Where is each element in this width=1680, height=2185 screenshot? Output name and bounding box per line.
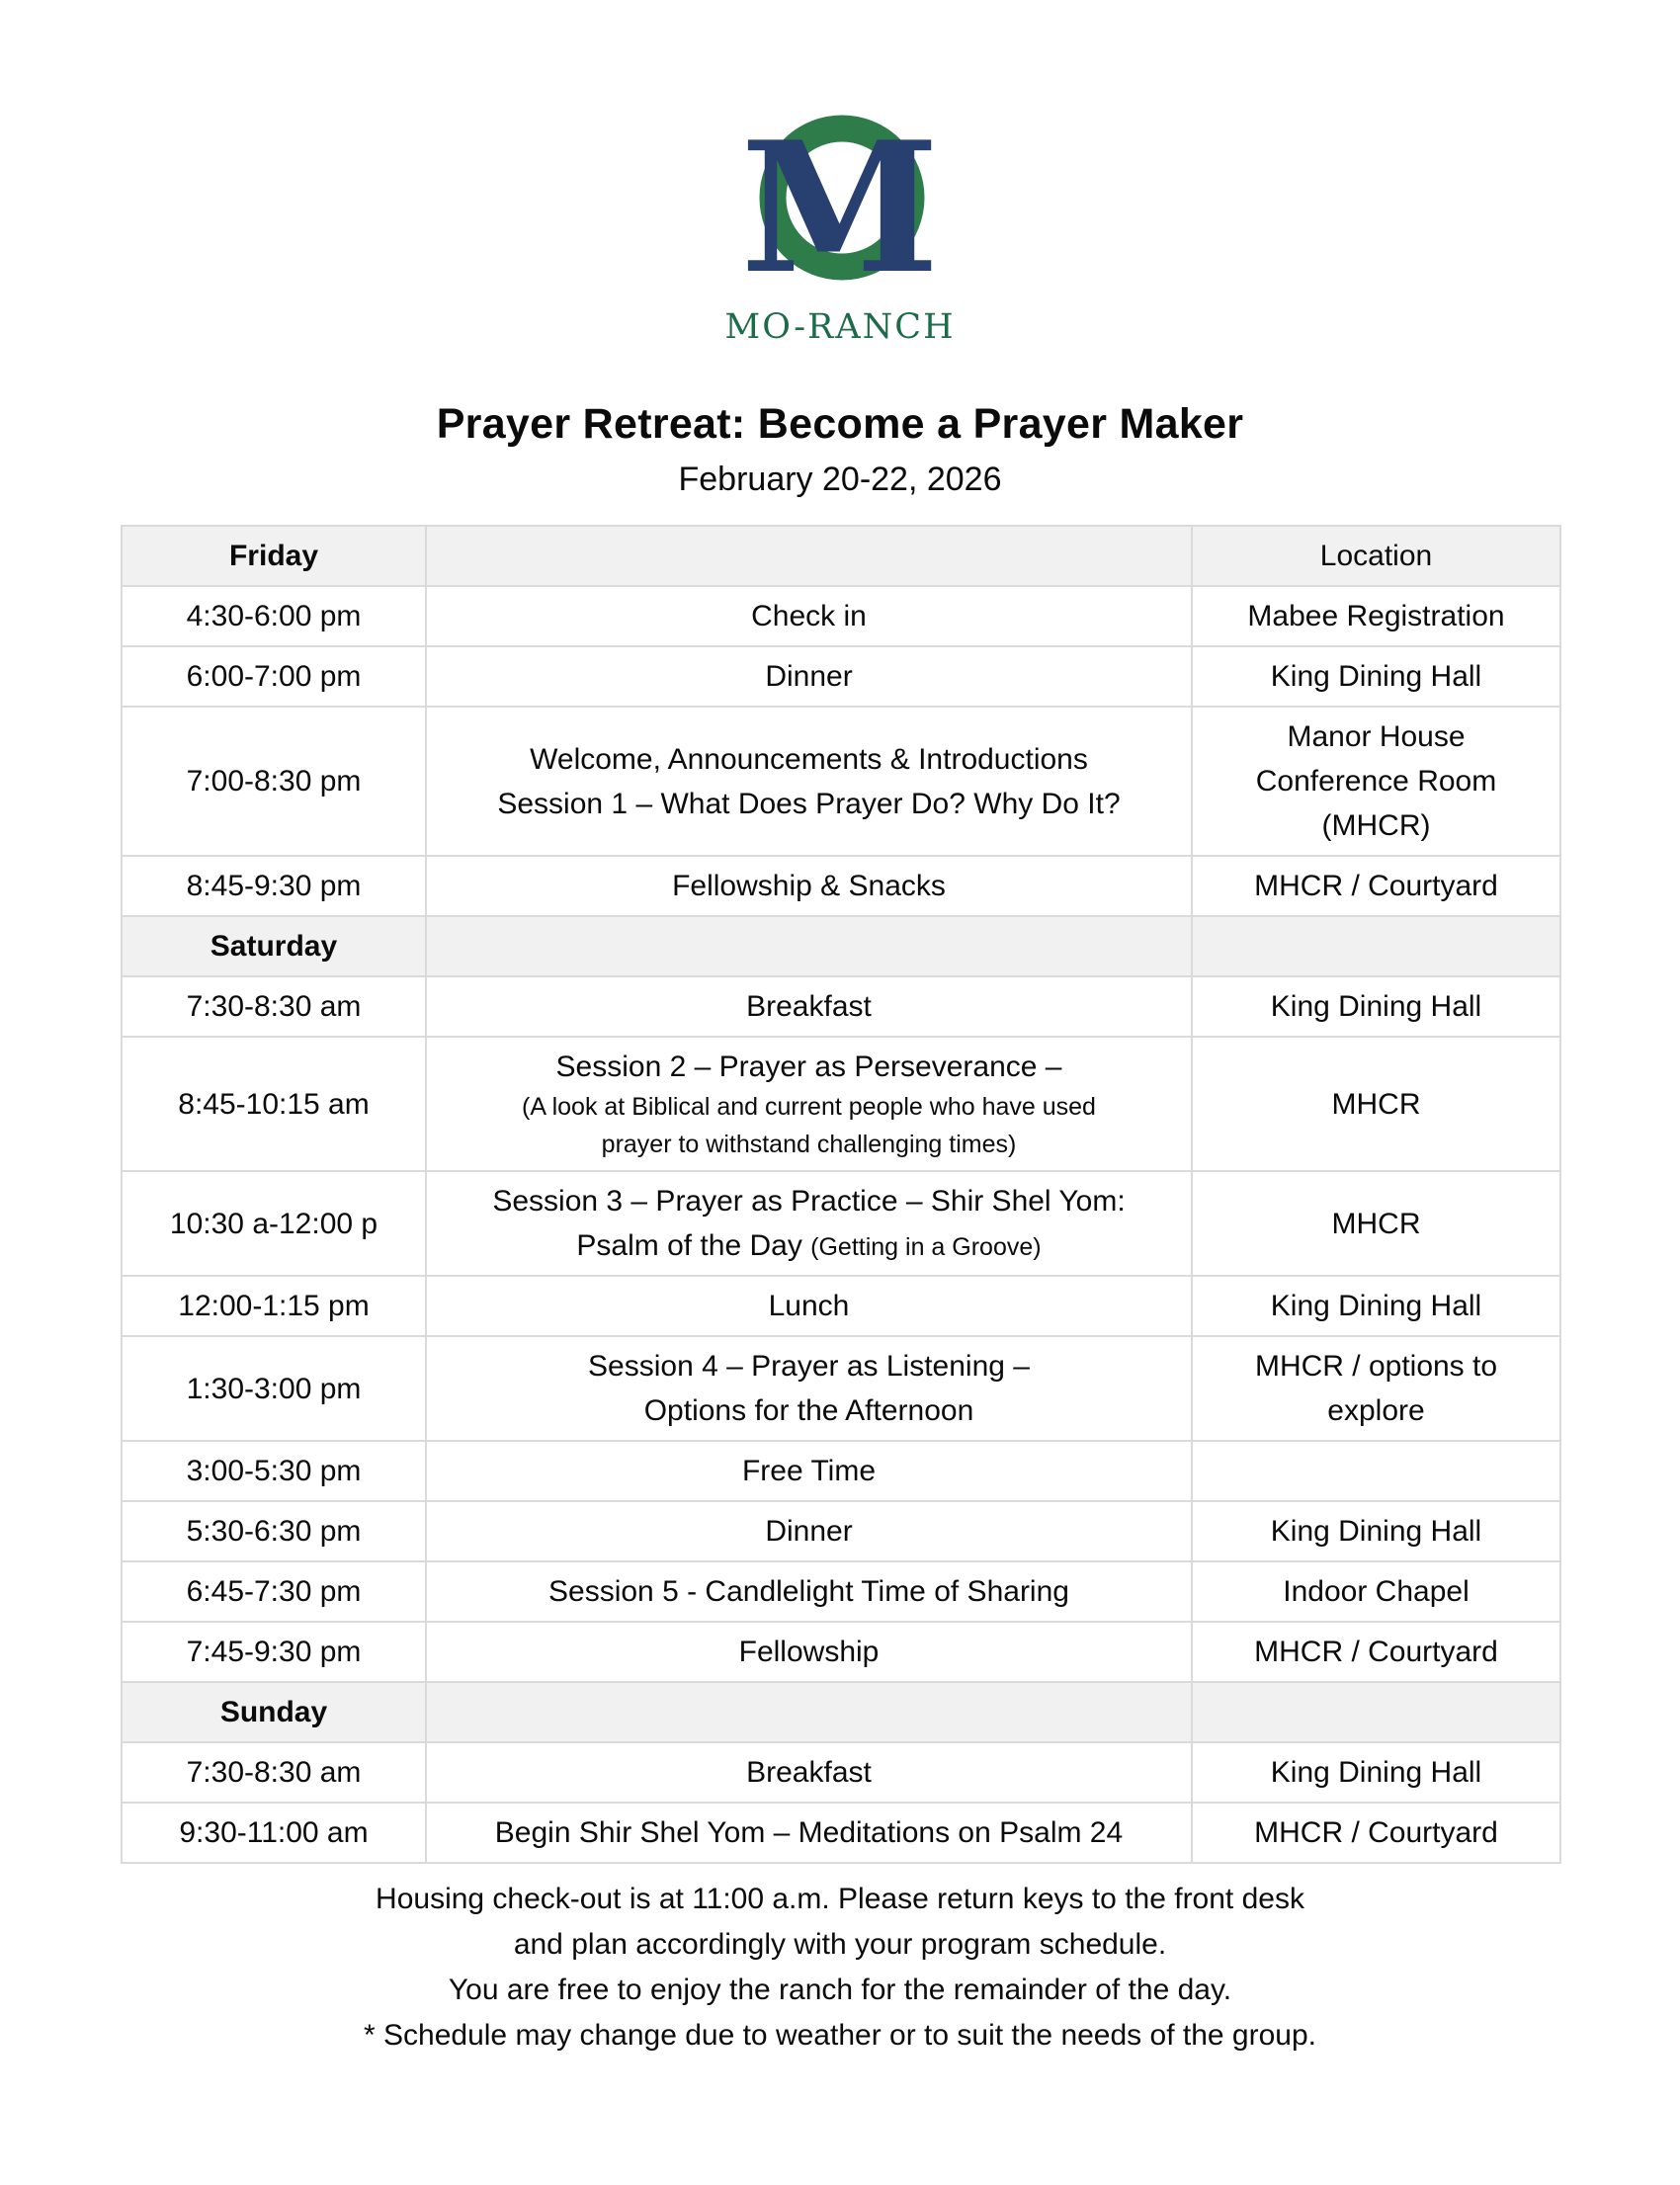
event-cell bbox=[426, 1171, 1192, 1276]
table-row bbox=[122, 646, 1560, 707]
event-cell: Dinner bbox=[426, 646, 1192, 707]
day-header-friday: Friday bbox=[122, 526, 426, 586]
event-subline: prayer to withstand challenging times) bbox=[601, 1130, 1017, 1158]
time-cell: 8:45-10:15 am bbox=[122, 1037, 426, 1171]
event-subline: (A look at Biblical and current people who have used bbox=[522, 1093, 1096, 1121]
day-header-saturday: Saturday bbox=[122, 916, 426, 976]
mo-ranch-wordmark: MO-RANCH bbox=[724, 307, 956, 347]
table-row bbox=[122, 1336, 1560, 1441]
table-row bbox=[122, 1561, 1560, 1622]
table-row-day-friday bbox=[122, 526, 1560, 586]
event-line: Welcome, Announcements & Introductions bbox=[530, 742, 1088, 776]
location-column-header: Location bbox=[1192, 526, 1560, 586]
table-row-day-sunday bbox=[122, 1682, 1560, 1742]
time-cell: 6:00-7:00 pm bbox=[122, 646, 426, 707]
location-cell: MHCR / Courtyard bbox=[1192, 1622, 1560, 1682]
svg-text:M: M bbox=[740, 111, 940, 308]
event-cell: Breakfast bbox=[426, 1742, 1192, 1803]
location-cell: King Dining Hall bbox=[1192, 1276, 1560, 1336]
location-cell: MHCR bbox=[1192, 1171, 1560, 1276]
schedule-table bbox=[121, 525, 1561, 1864]
time-cell: 1:30-3:00 pm bbox=[122, 1336, 426, 1441]
location-cell: Mabee Registration bbox=[1192, 586, 1560, 646]
footer-line: * Schedule may change due to weather or to suit the needs of the group. bbox=[364, 2018, 1316, 2052]
table-row-day-saturday bbox=[122, 916, 1560, 976]
time-cell: 4:30-6:00 pm bbox=[122, 586, 426, 646]
page-title: Prayer Retreat: Become a Prayer Maker bbox=[436, 400, 1244, 448]
event-cell: Fellowship & Snacks bbox=[426, 856, 1192, 916]
location-cell bbox=[1192, 1441, 1560, 1501]
time-cell: 6:45-7:30 pm bbox=[122, 1561, 426, 1622]
day-header-sunday: Sunday bbox=[122, 1682, 426, 1742]
footer-line: Housing check-out is at 11:00 a.m. Please return keys to the front desk bbox=[376, 1883, 1304, 1915]
location-cell: Indoor Chapel bbox=[1192, 1561, 1560, 1622]
page-subtitle: February 20-22, 2026 bbox=[678, 461, 1002, 498]
time-cell: 3:00-5:30 pm bbox=[122, 1441, 426, 1501]
empty-cell bbox=[426, 1682, 1192, 1742]
time-cell: 7:45-9:30 pm bbox=[122, 1622, 426, 1682]
empty-cell bbox=[1192, 916, 1560, 976]
table-row bbox=[122, 1171, 1560, 1276]
time-cell: 8:45-9:30 pm bbox=[122, 856, 426, 916]
event-cell: Breakfast bbox=[426, 976, 1192, 1037]
time-cell: 7:30-8:30 am bbox=[122, 976, 426, 1037]
time-cell: 7:30-8:30 am bbox=[122, 1742, 426, 1803]
location-cell: MHCR / Courtyard bbox=[1192, 1803, 1560, 1863]
event-cell: Dinner bbox=[426, 1501, 1192, 1561]
table-row bbox=[122, 1803, 1560, 1863]
event-cell: Session 5 - Candlelight Time of Sharing bbox=[426, 1561, 1192, 1622]
empty-cell bbox=[1192, 1682, 1560, 1742]
event-cell: Free Time bbox=[426, 1441, 1192, 1501]
table-row bbox=[122, 707, 1560, 856]
location-line: Conference Room bbox=[1255, 765, 1497, 798]
table-row bbox=[122, 1276, 1560, 1336]
table-row bbox=[122, 856, 1560, 916]
location-line: explore bbox=[1327, 1394, 1425, 1427]
location-cell bbox=[1192, 707, 1560, 856]
time-cell: 9:30-11:00 am bbox=[122, 1803, 426, 1863]
event-cell: Begin Shir Shel Yom – Meditations on Psalm 24 bbox=[426, 1803, 1192, 1863]
event-line-text: Psalm of the Day bbox=[576, 1229, 811, 1262]
mo-ranch-monogram-icon bbox=[716, 111, 964, 308]
event-cell bbox=[426, 1336, 1192, 1441]
event-line: Session 4 – Prayer as Listening – bbox=[588, 1350, 1030, 1383]
location-cell: King Dining Hall bbox=[1192, 646, 1560, 707]
empty-cell bbox=[426, 916, 1192, 976]
empty-cell bbox=[426, 526, 1192, 586]
event-line: Session 2 – Prayer as Perseverance – bbox=[555, 1050, 1062, 1083]
location-cell: MHCR / Courtyard bbox=[1192, 856, 1560, 916]
time-cell: 10:30 a-12:00 p bbox=[122, 1171, 426, 1276]
event-line: Options for the Afternoon bbox=[643, 1394, 974, 1427]
table-row bbox=[122, 586, 1560, 646]
table-row bbox=[122, 1622, 1560, 1682]
time-cell: 5:30-6:30 pm bbox=[122, 1501, 426, 1561]
event-cell bbox=[426, 707, 1192, 856]
location-line: (MHCR) bbox=[1321, 809, 1431, 842]
event-line bbox=[441, 1223, 1177, 1268]
event-line: Session 1 – What Does Prayer Do? Why Do It? bbox=[497, 787, 1121, 820]
table-row bbox=[122, 1742, 1560, 1803]
location-line: Manor House bbox=[1287, 720, 1466, 753]
event-cell: Lunch bbox=[426, 1276, 1192, 1336]
location-cell: King Dining Hall bbox=[1192, 976, 1560, 1037]
event-cell: Fellowship bbox=[426, 1622, 1192, 1682]
table-row bbox=[122, 1037, 1560, 1171]
location-cell: MHCR bbox=[1192, 1037, 1560, 1171]
location-cell bbox=[1192, 1336, 1560, 1441]
footer-notes bbox=[0, 1877, 1680, 2059]
table-row bbox=[122, 1441, 1560, 1501]
time-cell: 7:00-8:30 pm bbox=[122, 707, 426, 856]
location-cell: King Dining Hall bbox=[1192, 1742, 1560, 1803]
event-line: Session 3 – Prayer as Practice – Shir Shel Yom: bbox=[492, 1185, 1126, 1218]
table-row bbox=[122, 976, 1560, 1037]
event-cell bbox=[426, 1037, 1192, 1171]
mo-ranch-logo bbox=[0, 0, 1680, 347]
footer-line: You are free to enjoy the ranch for the remainder of the day. bbox=[448, 1973, 1232, 2006]
table-row bbox=[122, 1501, 1560, 1561]
time-cell: 12:00-1:15 pm bbox=[122, 1276, 426, 1336]
location-line: MHCR / options to bbox=[1254, 1350, 1498, 1383]
location-cell: King Dining Hall bbox=[1192, 1501, 1560, 1561]
footer-line: and plan accordingly with your program schedule. bbox=[513, 1927, 1167, 1961]
event-cell: Check in bbox=[426, 586, 1192, 646]
event-line-small-text: (Getting in a Groove) bbox=[810, 1233, 1042, 1261]
